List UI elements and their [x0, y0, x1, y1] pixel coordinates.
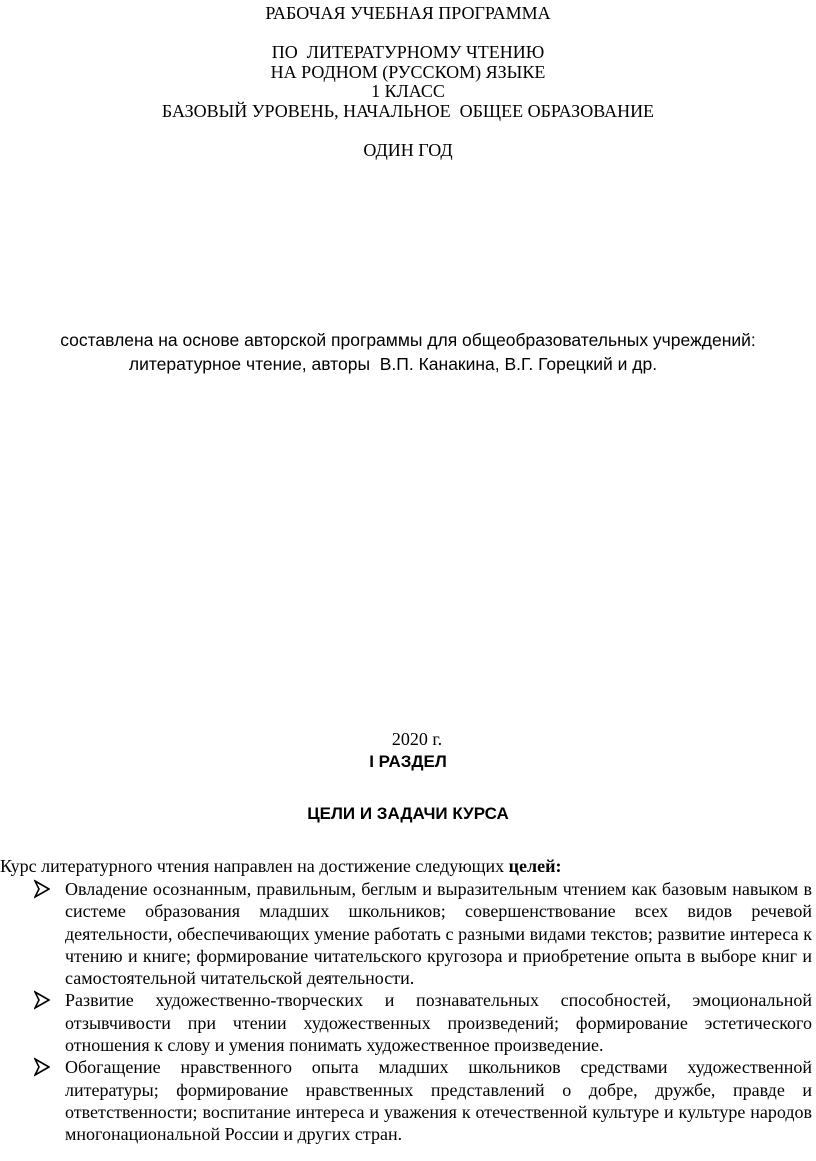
year-label: 2020 г.	[391, 729, 443, 749]
source-note-line-1: составлена на основе авторской программы для общеобразовательных учреждений:	[60, 330, 756, 350]
document-title: РАБОЧАЯ УЧЕБНАЯ ПРОГРАММА	[265, 3, 551, 23]
subject-line: ПО ЛИТЕРАТУРНОМУ ЧТЕНИЮ	[271, 42, 545, 62]
goal-item	[0, 989, 816, 1056]
goals-list	[0, 878, 816, 1146]
source-note	[0, 328, 816, 376]
arrowhead-bullet-icon	[34, 879, 50, 899]
goal-item	[0, 1056, 816, 1145]
goal-text: Обогащение нравственного опыта младших школьников средствами художественной литературы; формирование нравственных представлений о добре, дружбе, правде и ответственности; воспитание интереса и уважения к отечественной культуре и культуре народов многонациональной России и других стран.	[65, 1057, 812, 1145]
goal-item	[0, 878, 816, 989]
arrowhead-bullet-icon	[34, 1057, 50, 1077]
intro-text: Курс литературного чтения направлен на достижение следующих	[0, 856, 509, 876]
source-note-line-2: литературное чтение, авторы В.П. Канакина, В.Г. Горецкий и др.	[128, 354, 658, 374]
intro-emphasis: целей:	[508, 856, 562, 876]
level-line: БАЗОВЫЙ УРОВЕНЬ, НАЧАЛЬНОЕ ОБЩЕЕ ОБРАЗОВАНИЕ	[161, 100, 655, 121]
section-heading: I РАЗДЕЛ	[369, 752, 447, 771]
duration-line: ОДИН ГОД	[363, 139, 453, 160]
document-title-block	[0, 4, 816, 160]
goal-text: Развитие художественно-творческих и познавательных способностей, эмоциональной отзывчивости при чтении художественных произведений; формирование эстетического отношения к слову и умения понимать художественное произведение.	[65, 990, 812, 1056]
grade-line: 1 КЛАСС	[371, 81, 445, 101]
goal-text: Овладение осознанным, правильным, беглым и выразительным чтением как базовым навыком в системе образования младших школьников; совершенствование всех видов речевой деятельности, обеспечивающих умение работать с разными видами текстов; развитие интереса к чтению и книге; формирование читательского кругозора и приобретение опыта в выборе книг и самостоятельной читательской деятельности.	[65, 879, 812, 989]
arrowhead-bullet-icon	[34, 990, 50, 1010]
language-line: НА РОДНОМ (РУССКОМ) ЯЗЫКЕ	[270, 61, 546, 82]
intro-paragraph	[0, 855, 816, 877]
goals-heading: ЦЕЛИ И ЗАДАЧИ КУРСА	[307, 804, 509, 823]
